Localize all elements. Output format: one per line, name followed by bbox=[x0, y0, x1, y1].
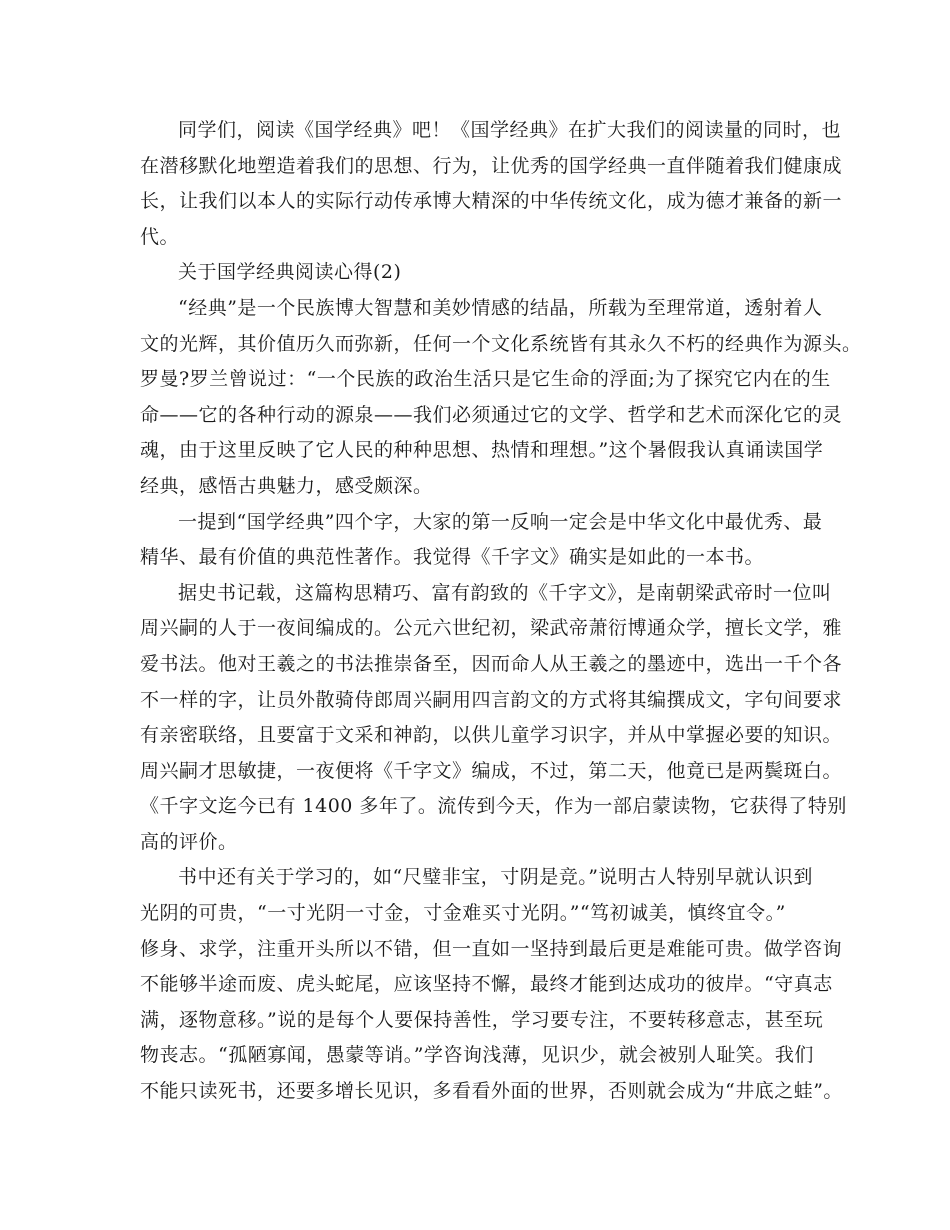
text-line: 不能只读死书，还要多增长见识，多看看外面的世界，否则就会成为“井底之蛙”。 bbox=[140, 1080, 843, 1103]
text-line: 有亲密联络，且要富于文采和神韵，以供儿童学习识字，并从中掌握必要的知识。 bbox=[140, 724, 843, 747]
text-line: 光阴的可贵，“一寸光阴一寸金，寸金难买寸光阴。”“笃初诚美，慎终宜令。” bbox=[140, 902, 786, 925]
text-line: 在潜移默化地塑造着我们的思想、行为，让优秀的国学经典一直伴随着我们健康成 bbox=[140, 154, 843, 177]
text-line: 同学们，阅读《国学经典》吧！《国学经典》在扩大我们的阅读量的同时，也 bbox=[178, 119, 842, 141]
text-line: 爱书法。他对王羲之的书法推崇备至，因而命人从王羲之的墨迹中，选出一千个各 bbox=[140, 652, 843, 675]
text-line: 代。 bbox=[140, 225, 180, 248]
text-line: 精华、最有价值的典范性著作。我觉得《千字文》确实是如此的一本书。 bbox=[140, 546, 765, 569]
text-line: 周兴嗣的人于一夜间编成的。公元六世纪初，梁武帝萧衍博通众学，擅长文学，雅 bbox=[140, 617, 843, 640]
text-line: 罗曼?罗兰曾说过：“一个民族的政治生活只是它生命的浮面;为了探究它内在的生 bbox=[140, 368, 831, 391]
text-line: 物丧志。“孤陋寡闻，愚蒙等诮。”学咨询浅薄，见识少，就会被别人耻笑。我们 bbox=[140, 1044, 814, 1067]
text-line: 据史书记载，这篇构思精巧、富有韵致的《千字文》，是南朝梁武帝时一位叫 bbox=[178, 581, 832, 604]
document-body bbox=[140, 113, 862, 1110]
section-heading: 关于国学经典阅读心得(2) bbox=[178, 261, 402, 284]
text-line: 《千字文迄今已有 1400 多年了。流传到今天，作为一部启蒙读物，它获得了特别 bbox=[140, 795, 847, 818]
text-line: 文的光辉，其价值历久而弥新，任何一个文化系统皆有其永久不朽的经典作为源头。 bbox=[140, 332, 862, 355]
text-line: 魂，由于这里反映了它人民的种种思想、热情和理想。”这个暑假我认真诵读国学 bbox=[140, 439, 824, 462]
text-line: 长，让我们以本人的实际行动传承博大精深的中华传统文化，成为德才兼备的新一 bbox=[140, 190, 843, 213]
text-line: 不一样的字，让员外散骑侍郎周兴嗣用四言韵文的方式将其编撰成文，字句间要求 bbox=[140, 688, 843, 711]
text-line: 一提到“国学经典”四个字，大家的第一反响一定会是中华文化中最优秀、最 bbox=[178, 510, 823, 533]
text-line: 周兴嗣才思敏捷，一夜便将《千字文》编成，不过，第二天，他竟已是两鬓斑白。 bbox=[140, 759, 843, 782]
text-line: 不能够半途而废、虎头蛇尾，应该坚持不懈，最终才能到达成功的彼岸。“守真志 bbox=[140, 973, 833, 996]
text-line: 满，逐物意移。”说的是每个人要保持善性，学习要专注，不要转移意志，甚至玩 bbox=[140, 1008, 824, 1031]
text-line: 经典，感悟古典魅力，感受颇深。 bbox=[140, 474, 433, 497]
text-line: 书中还有关于学习的，如“尺璧非宝，寸阴是竞。”说明古人特别早就认识到 bbox=[178, 866, 813, 889]
text-line: 修身、求学，注重开头所以不错，但一直如一坚持到最后更是难能可贵。做学咨询 bbox=[140, 937, 843, 960]
text-line: 高的评价。 bbox=[140, 830, 238, 853]
text-line: “经典”是一个民族博大智慧和美妙情感的结晶，所载为至理常道，透射着人 bbox=[178, 296, 823, 319]
text-line: 命——它的各种行动的源泉——我们必须通过它的文学、哲学和艺术而深化它的灵 bbox=[140, 403, 843, 426]
